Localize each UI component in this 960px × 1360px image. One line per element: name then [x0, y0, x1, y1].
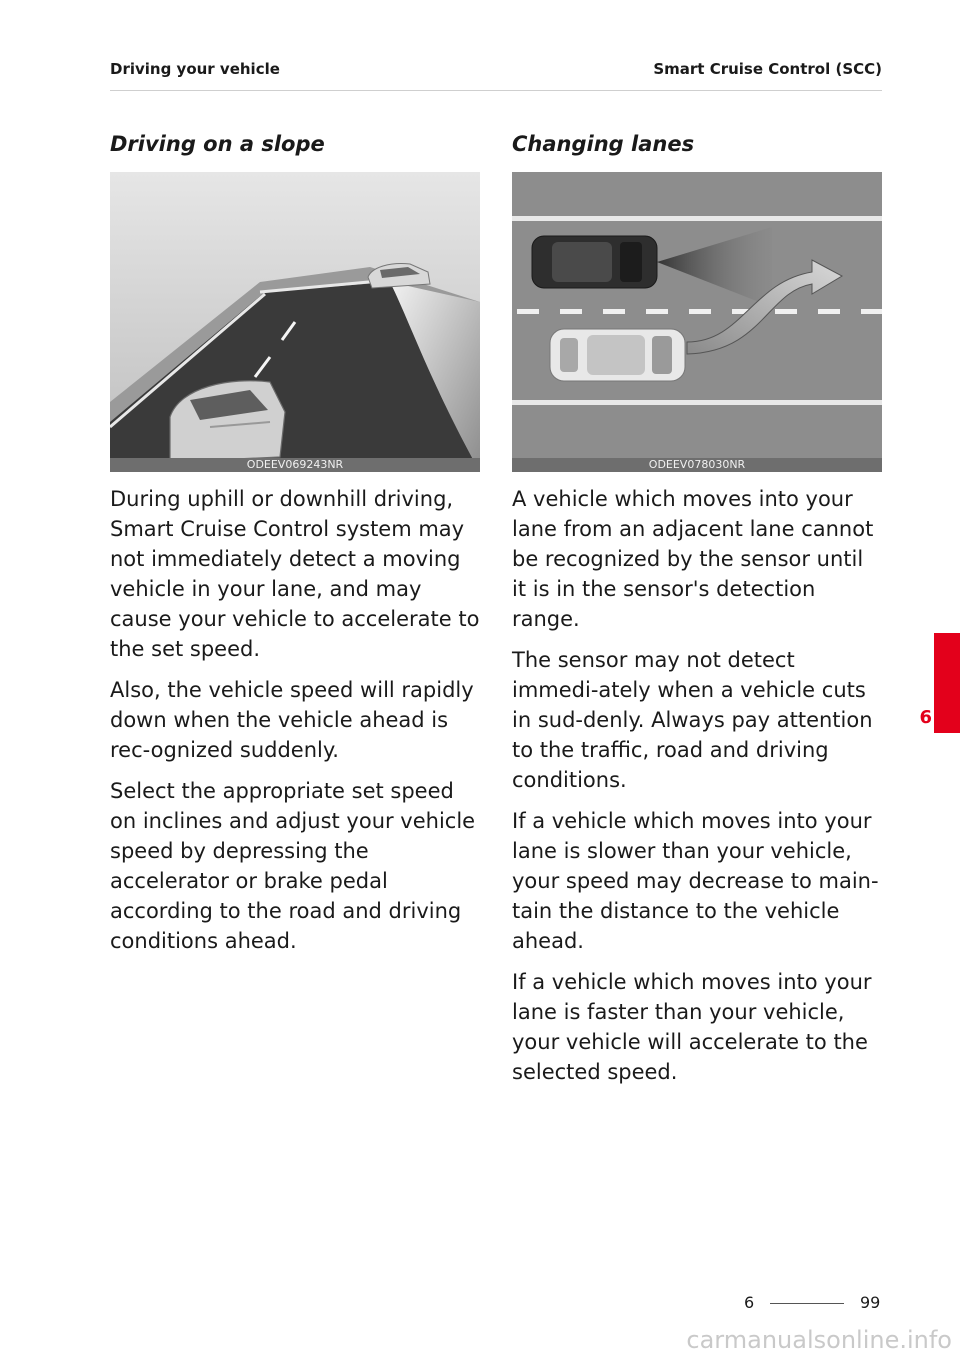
paragraph: The sensor may not detect immedi-ately when a vehicle cuts in sud-denly. Always pay attention to the traffic, road and driving conditions. — [512, 648, 873, 792]
footer-chapter: 6 — [744, 1293, 755, 1312]
car-adjacent — [532, 236, 657, 288]
header-divider — [110, 90, 882, 91]
watermark: carmanualsonline.info — [686, 1326, 952, 1354]
header-topic-title: Smart Cruise Control (SCC) — [653, 60, 882, 78]
right-column — [512, 130, 882, 1098]
chapter-tab-number: 6 — [919, 707, 932, 728]
body-text — [512, 484, 882, 1087]
chapter-tab — [934, 633, 960, 733]
paragraph: If a vehicle which moves into your lane is faster than your vehicle, your vehicle will accelerate to the selected speed. — [512, 970, 872, 1084]
figure-lanes — [512, 172, 882, 472]
footer-divider — [770, 1303, 844, 1304]
body-text — [110, 484, 480, 956]
paragraph: Select the appropriate set speed on inclines and adjust your vehicle speed by depressing the accelerator or brake pedal according to the road and driving conditions ahead. — [110, 779, 476, 953]
paragraph: During uphill or downhill driving, Smart Cruise Control system may not immediately detect a moving vehicle in your lane, and may cause your vehicle to accelerate to the set speed. — [110, 487, 480, 661]
left-column — [110, 130, 480, 967]
paragraph: Also, the vehicle speed will rapidly down when the vehicle ahead is rec-ognized suddenly. — [110, 678, 474, 762]
paragraph: A vehicle which moves into your lane from an adjacent lane cannot be recognized by the sensor until it is in the sensor's detection range. — [512, 487, 874, 631]
own-car — [550, 329, 685, 381]
header-section-title: Driving your vehicle — [110, 60, 280, 78]
section-title-lanes: Changing lanes — [512, 132, 695, 156]
lane-change-illustration — [512, 172, 882, 472]
figure-code: ODEEV069243NR — [110, 458, 480, 472]
section-title-slope: Driving on a slope — [110, 132, 325, 156]
lane-dashes — [517, 309, 882, 314]
figure-slope — [110, 172, 480, 472]
slope-illustration — [110, 172, 480, 472]
figure-code: ODEEV078030NR — [512, 458, 882, 472]
paragraph: If a vehicle which moves into your lane is slower than your vehicle, your speed may decrease to main-tain the distance to the vehicle ahead. — [512, 809, 879, 953]
footer-page-number: 99 — [860, 1293, 881, 1312]
